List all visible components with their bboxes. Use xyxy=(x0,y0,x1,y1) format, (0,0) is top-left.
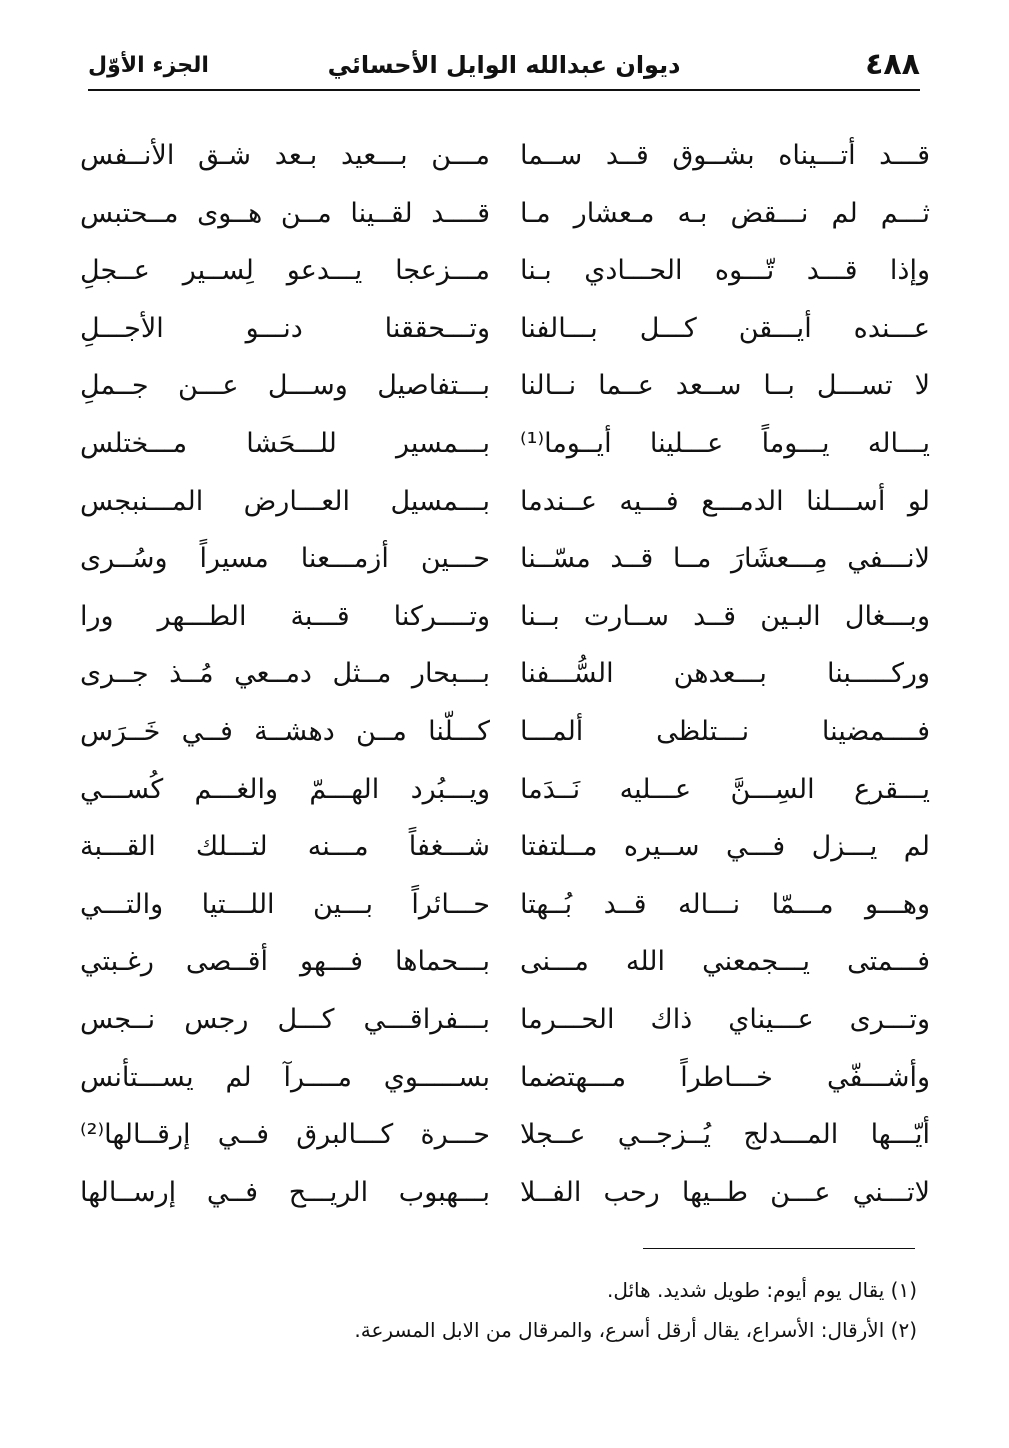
page-header xyxy=(88,45,920,91)
poem xyxy=(70,132,940,1226)
second-hemistich: حـــين أزمـــعنا مسيراً وسُــرى xyxy=(80,543,490,575)
second-hemistich: قــــد لقــينا مــن هــوى مــحتبس xyxy=(80,197,490,229)
first-hemistich: أيّـــها المـــدلج يُــزجــي عــجلا xyxy=(520,1119,930,1151)
second-hemistich: حـــائراً بـــين اللـــتيا والتـــي xyxy=(80,888,490,920)
first-hemistich: قـــد أتـــيناه بشــوق قــد ســما xyxy=(520,140,930,171)
footnote-2: (٢) الأرقال: الأسراع، يقال أرقل أسرع، والمرقال من الابل المسرعة. xyxy=(354,1318,917,1342)
second-hemistich: بـــبحار مــثل دمــعي مُــذ جــرى xyxy=(80,658,490,690)
second-hemistich: بـــمسيل العـــارض المـــنبجس xyxy=(80,485,490,517)
first-hemistich: وهـــو مـــمّا نـــاله قــد بُــهتا xyxy=(520,888,930,920)
verse-row xyxy=(70,478,940,536)
first-hemistich: وإذا قـــد تّـــوه الحـــادي بـنا xyxy=(520,255,930,287)
first-hemistich: لاتـــني عـــن طــيها رحب الفــلا xyxy=(520,1176,930,1208)
first-hemistich: وتـــرى عـــيناي ذاك الحـــرما xyxy=(520,1003,930,1035)
second-hemistich: حـــرة كـــالبرق فــي إرقــالها⁽²⁾ xyxy=(80,1119,490,1151)
second-hemistich: ويـــبُرد الهـــمّ والغـــم كُســـي xyxy=(80,773,490,805)
verse-row xyxy=(70,593,940,651)
verse-row xyxy=(70,247,940,305)
verse-row xyxy=(70,650,940,708)
verse-row xyxy=(70,1054,940,1112)
first-hemistich: عـــنده أيـــقن كـــل بـــالفنا xyxy=(520,312,930,344)
verse-row xyxy=(70,1169,940,1227)
book-title: ديوان عبدالله الوايل الأحسائي xyxy=(327,51,681,79)
volume-label: الجزء الأوّل xyxy=(88,53,209,78)
verse-row xyxy=(70,708,940,766)
first-hemistich: وركـــــبنا بـــعدهن السُّـــفنا xyxy=(520,658,930,690)
second-hemistich: شـــغفاً مـــنه لتـــلك القـــبة xyxy=(80,831,490,863)
footnote-divider xyxy=(643,1248,915,1249)
second-hemistich: بـــحماها فـــهو أقــصى رغـبتي xyxy=(80,946,490,978)
first-hemistich: لا تســـل بــا ســعد عــما نــالنا xyxy=(520,370,930,402)
second-hemistich: مـــن بـــعيد بـعد شـق الأنــفس xyxy=(80,140,490,171)
verse-row xyxy=(70,132,940,190)
first-hemistich: يـــقرع السِـــنَّ عـــليه نَــدَما xyxy=(520,773,930,805)
second-hemistich: وتـــحققنا دنـــو الأجـــلِ xyxy=(80,312,490,344)
verse-row xyxy=(70,766,940,824)
verse-row xyxy=(70,190,940,248)
page-number: ٤٨٨ xyxy=(865,47,920,82)
verse-row xyxy=(70,996,940,1054)
verse-row xyxy=(70,823,940,881)
second-hemistich: بســـــوي مــــرآ لم يســـتأنس xyxy=(80,1061,490,1093)
first-hemistich: وبـــغال البـين قــد ســارت بــنا xyxy=(520,600,930,632)
first-hemistich: لانـــفي مِـــعشَارَ مــا قــد مسّــنا xyxy=(520,543,930,575)
verse-row xyxy=(70,420,940,478)
verse-row xyxy=(70,305,940,363)
second-hemistich: مـــزعجا يـــدعو لِســير عــجلِ xyxy=(80,255,490,287)
verse-row xyxy=(70,881,940,939)
second-hemistich: وتــــركنا قـــبة الطـــهر ورا xyxy=(80,600,490,632)
verse-row xyxy=(70,535,940,593)
first-hemistich: لو أســـلنا الدمـــع فـــيه عــندما xyxy=(520,485,930,517)
second-hemistich: بـــهبوب الريـــح فــي إرســالها xyxy=(80,1176,490,1208)
first-hemistich: يـــاله يـــوماً عـــلينا أيــوما⁽¹⁾ xyxy=(520,427,930,459)
verse-row xyxy=(70,362,940,420)
footnote-1: (١) يقال يوم أيوم: طويل شديد. هائل. xyxy=(606,1278,917,1302)
first-hemistich: لم يـــزل فـــي ســيره مــلتفتا xyxy=(520,831,930,863)
first-hemistich: فــــمضينا نـــتلظى ألمـــا xyxy=(520,715,930,747)
second-hemistich: بـــفراقـــي كـــل رجس نــجس xyxy=(80,1003,490,1035)
verse-row xyxy=(70,1111,940,1169)
first-hemistich: وأشـــفّي خـــاطراً مـــهتضما xyxy=(520,1061,930,1093)
second-hemistich: كـــلّنا مــن دهشــة فــي خَــرَس xyxy=(80,715,490,747)
first-hemistich: فـــمتى يـــجمعني الله مـــنى xyxy=(520,946,930,978)
second-hemistich: بـــتفاصيل وســـل عـــن جــملِ xyxy=(80,370,490,402)
first-hemistich: ثـــم لم نـــقض بـه مـعشار مـا xyxy=(520,197,930,229)
verse-row xyxy=(70,938,940,996)
second-hemistich: بـــمسير للـــحَشا مـــختلس xyxy=(80,427,490,459)
footnotes xyxy=(217,1270,917,1350)
